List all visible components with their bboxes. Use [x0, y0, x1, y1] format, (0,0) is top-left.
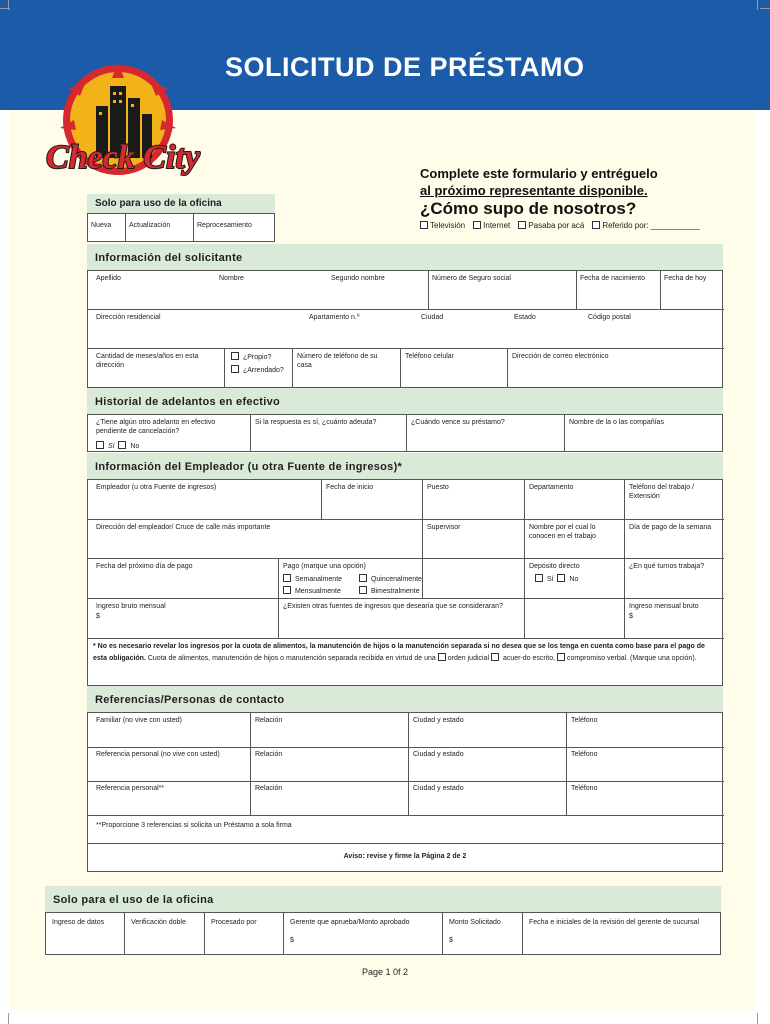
field-known-as[interactable]: Nombre por el cual lo conocen en el trabajo [529, 524, 596, 540]
field-home-phone[interactable]: Número de teléfono de su casa [297, 353, 378, 369]
checkbox-icon[interactable] [557, 653, 565, 661]
ref-phone[interactable]: Teléfono [571, 717, 598, 724]
checkbox-icon [420, 221, 428, 229]
field-dob[interactable]: Fecha de nacimiento [580, 275, 645, 282]
advances-title: Historial de adelantos en efectivo [87, 388, 723, 414]
field-employer[interactable]: Empleador (u otra Fuente de ingresos) [96, 484, 217, 491]
field-companies[interactable]: Nombre de la o las compañías [569, 419, 664, 426]
checkbox-icon[interactable] [491, 653, 499, 661]
field-monthly-income[interactable]: Ingreso mensual bruto [629, 603, 699, 610]
crop-mark [8, 1013, 9, 1024]
option-rent[interactable]: ¿Arrendado? [228, 363, 287, 377]
field-zip[interactable]: Código postal [588, 314, 631, 321]
logo-text: Check City [46, 139, 200, 176]
gross-income-dollar: $ [96, 613, 100, 620]
direct-deposit-options[interactable]: Sí No [532, 572, 581, 586]
checkbox-icon [535, 574, 543, 582]
field-email[interactable]: Dirección de correo electrónico [512, 353, 609, 360]
office-bottom-title: Solo para el uso de la oficina [45, 886, 721, 912]
field-ssn[interactable]: Número de Seguro social [432, 275, 511, 282]
ref-personal-1[interactable]: Referencia personal (no vive con usted) [96, 751, 220, 758]
field-employer-address[interactable]: Dirección del empleador/ Cruce de calle más importante [96, 524, 271, 531]
option-weekly[interactable]: Semanalmente [280, 572, 345, 586]
requested-dollar: $ [449, 937, 453, 944]
checkbox-icon [118, 441, 126, 449]
crop-mark [757, 0, 758, 10]
references-title: Referencias/Personas de contacto [87, 686, 723, 712]
employer-title: Información del Empleador (u otra Fuente de ingresos)* [87, 453, 723, 479]
office-update[interactable]: Actualización [126, 214, 194, 241]
signature-notice: Aviso: revise y firme la Página 2 de 2 [343, 853, 467, 860]
field-department[interactable]: Departamento [529, 484, 574, 491]
checkbox-icon [231, 352, 239, 360]
how-heard-title: ¿Cómo supo de nosotros? [420, 199, 637, 218]
field-position[interactable]: Puesto [427, 484, 449, 491]
page-number: Page 1 0f 2 [361, 967, 409, 977]
field-due-date[interactable]: ¿Cuándo vence su préstamo? [411, 419, 505, 426]
approved-dollar: $ [290, 937, 294, 944]
references-section [87, 712, 723, 872]
option-internet[interactable]: Internet [473, 221, 510, 230]
income-note: * No es necesario revelar los ingresos por la cuota de alimentos, la manutención de hijos o la manutención separada si no desea que se los tenga en cuenta como base para el pago de esta obligación. Cuota de alimentos, manutención de hijos o manutención separada recibida en virtud de una orden judicial acuer-do escrito, compromiso verbal. (Marque una opción). [93, 643, 705, 662]
crop-mark [0, 8, 10, 9]
field-middle-name[interactable]: Segundo nombre [331, 275, 385, 282]
instructions-line1: Complete este formulario y entréguelo [420, 166, 658, 181]
how-heard-options [420, 221, 700, 230]
checkbox-icon [231, 365, 239, 373]
option-bimonthly[interactable]: Bimestralmente [356, 584, 423, 598]
page-title: SOLICITUD DE PRÉSTAMO [225, 52, 585, 82]
checkbox-icon [283, 574, 291, 582]
field-cell-phone[interactable]: Teléfono celular [405, 353, 455, 360]
field-work-phone[interactable]: Teléfono del trabajo / Extensión [629, 484, 694, 500]
option-biweekly[interactable]: Quincenalmente [356, 572, 425, 586]
crop-mark [757, 1013, 758, 1024]
field-time-at-address[interactable]: Cantidad de meses/años en esta dirección [96, 353, 199, 369]
checkbox-icon[interactable] [438, 653, 446, 661]
field-city[interactable]: Ciudad [421, 314, 444, 321]
checkbox-icon [518, 221, 526, 229]
ref-city-state[interactable]: Ciudad y estado [413, 785, 464, 792]
office-manager-review[interactable]: Fecha e iniciales de la revisión del gerente de sucursal [529, 919, 700, 926]
advances-section [87, 414, 723, 452]
checkbox-icon [592, 221, 600, 229]
field-state[interactable]: Estado [514, 314, 536, 321]
monthly-income-dollar: $ [629, 613, 633, 620]
field-payday[interactable]: Día de pago de la semana [629, 524, 712, 531]
checkbox-icon [359, 586, 367, 594]
instructions-line2: al próximo representante disponible. [420, 183, 648, 198]
office-amount-requested[interactable]: Monto Solicitado [449, 919, 501, 926]
office-approving-manager[interactable]: Gerente que aprueba/Monto aprobado [290, 919, 410, 926]
ref-phone[interactable]: Teléfono [571, 751, 598, 758]
ref-city-state[interactable]: Ciudad y estado [413, 717, 464, 724]
crop-mark [760, 8, 770, 9]
checkbox-icon [557, 574, 565, 582]
applicant-section [87, 270, 723, 388]
option-own[interactable]: ¿Propio? [228, 350, 274, 364]
pay-frequency-label: Pago (marque una opción) [283, 563, 366, 570]
option-walk-by[interactable]: Pasaba por acá [518, 221, 584, 230]
field-supervisor[interactable]: Supervisor [427, 524, 461, 531]
checkbox-icon [283, 586, 291, 594]
references-note: **Proporcione 3 referencias si solicita un Préstamo a sola firma [96, 822, 292, 829]
field-first-name[interactable]: Nombre [219, 275, 244, 282]
office-reprocess[interactable]: Reprocesamiento [197, 222, 252, 229]
ref-relationship[interactable]: Relación [255, 717, 283, 724]
option-referred[interactable]: Referido por: ___________ [592, 221, 699, 230]
employer-section [87, 479, 723, 686]
field-next-payday[interactable]: Fecha del próximo día de pago [96, 563, 193, 570]
field-apt[interactable]: Apartamento n.º [309, 314, 360, 321]
field-today[interactable]: Fecha de hoy [664, 275, 707, 282]
option-monthly[interactable]: Mensualmente [280, 584, 344, 598]
direct-deposit-label: Depósito directo [529, 563, 580, 570]
check-city-logo [38, 58, 208, 193]
field-address[interactable]: Dirección residencial [96, 314, 161, 321]
instructions [420, 165, 658, 199]
checkbox-icon [359, 574, 367, 582]
ref-city-state[interactable]: Ciudad y estado [413, 751, 464, 758]
field-last-name[interactable]: Apellido [96, 275, 121, 282]
ref-relationship[interactable]: Relación [255, 751, 283, 758]
checkbox-icon [96, 441, 104, 449]
checkbox-icon [473, 221, 481, 229]
ref-relationship[interactable]: Relación [255, 785, 283, 792]
field-gross-income[interactable]: Ingreso bruto mensual [96, 603, 166, 610]
applicant-title: Información del solicitante [87, 244, 723, 270]
office-bottom-section [45, 912, 721, 955]
ref-phone[interactable]: Teléfono [571, 785, 598, 792]
office-new[interactable]: Nueva [88, 214, 126, 241]
field-other-advance[interactable]: ¿Tiene algún otro adelanto en efectivo pendiente de cancelación? [96, 419, 216, 435]
office-processed-by[interactable]: Procesado por [211, 919, 257, 926]
office-use-box [87, 213, 275, 242]
option-television[interactable]: Televisión [420, 221, 465, 230]
ref-family[interactable]: Familiar (no vive con usted) [96, 717, 182, 724]
field-amount-owed[interactable]: Si la respuesta es sí, ¿cuánto adeuda? [255, 419, 377, 426]
office-use-title: Solo para uso de la oficina [87, 194, 275, 213]
office-data-entry[interactable]: Ingreso de datos [52, 919, 105, 926]
ref-personal-2[interactable]: Referencia personal** [96, 785, 165, 792]
office-double-check[interactable]: Verificación doble [131, 919, 186, 926]
field-start-date[interactable]: Fecha de inicio [326, 484, 374, 491]
field-other-income[interactable]: ¿Existen otras fuentes de ingresos que desearía que se consideraran? [283, 603, 503, 610]
field-shifts[interactable]: ¿En qué turnos trabaja? [629, 563, 705, 570]
advance-yes-no[interactable]: Sí No [93, 439, 142, 453]
